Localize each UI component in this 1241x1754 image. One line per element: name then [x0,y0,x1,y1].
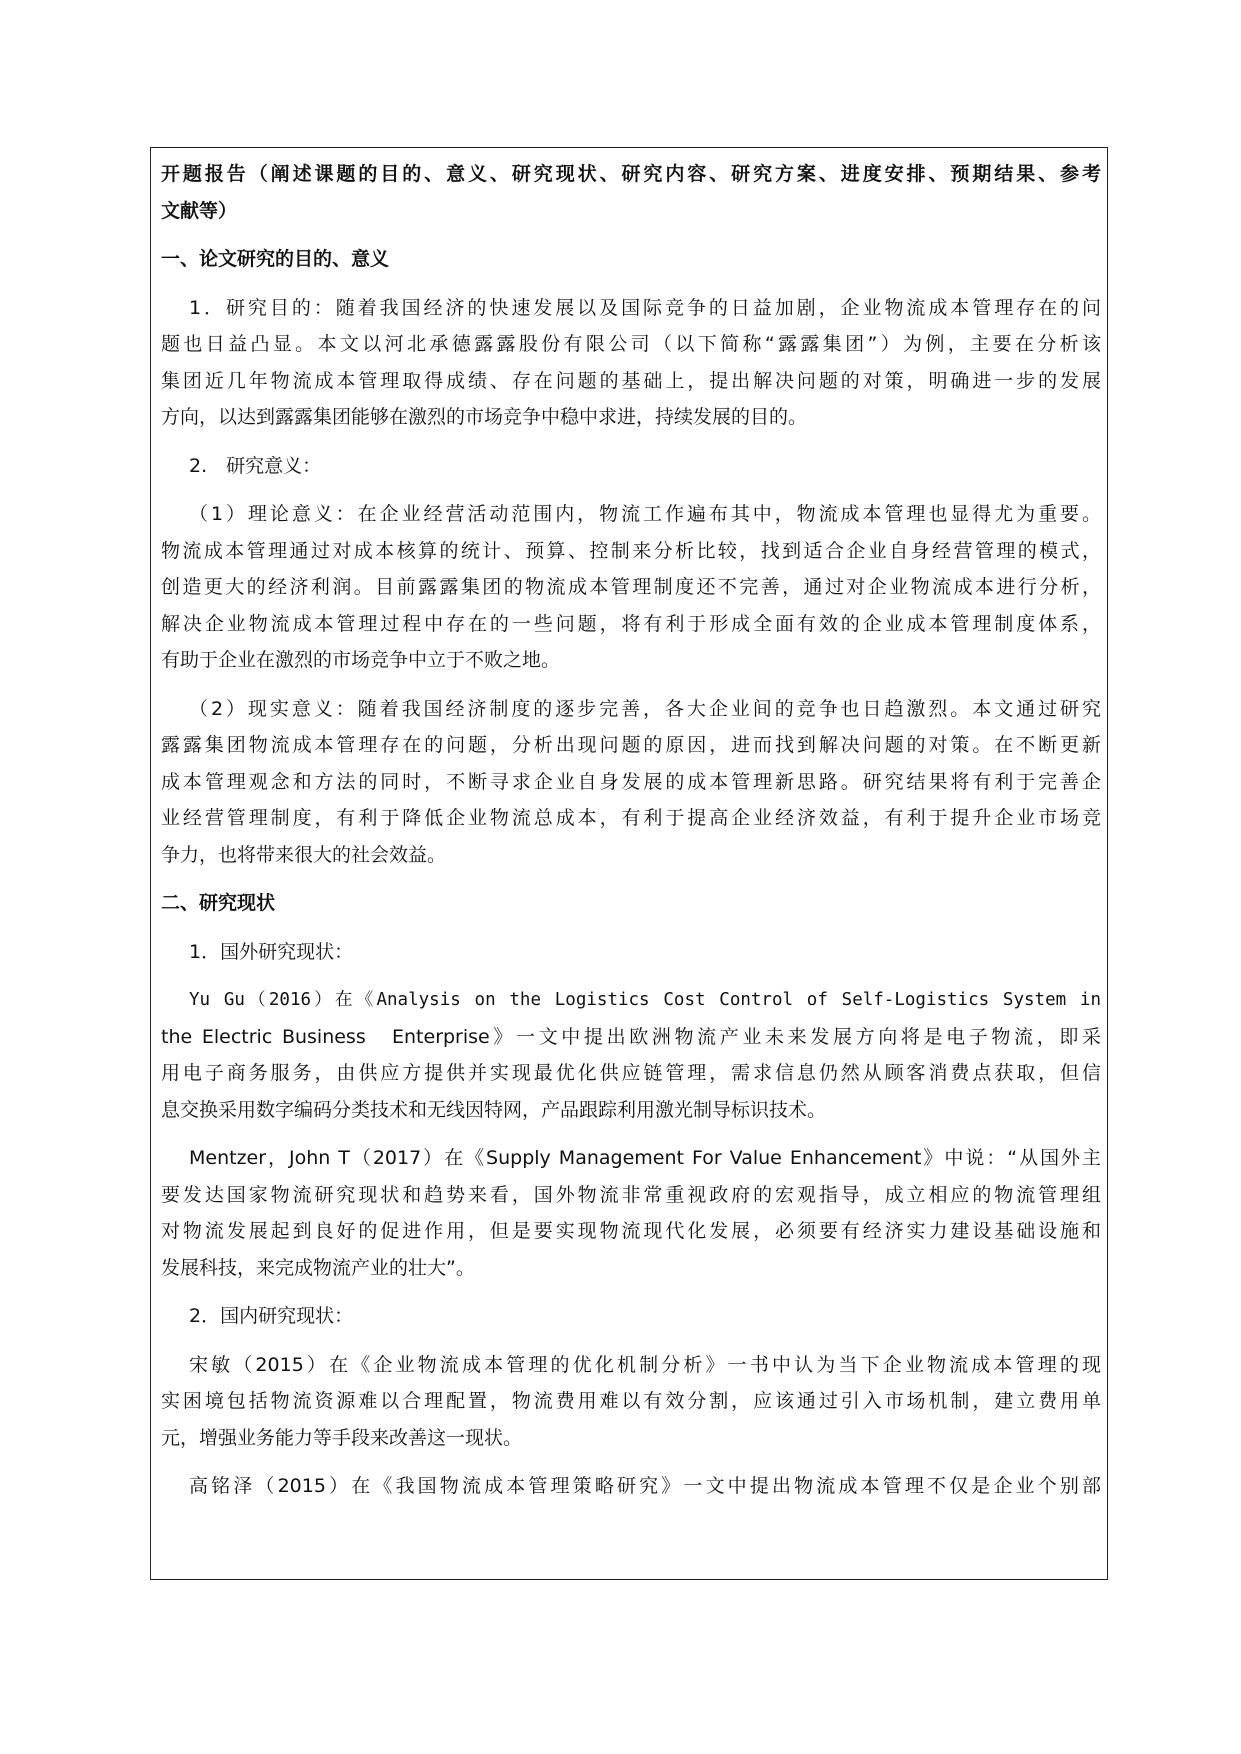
paragraph-line: 露露集团物流成本管理存在的问题，分析出现问题的原因，进而找到解决问题的对策。在不断更新 [161,734,1101,756]
paragraph-line: 用电子商务服务，由供应方提供并实现最优化供应链管理，需求信息仍然从顾客消费点获取，但信 [161,1062,1101,1084]
paragraph-line: Yu Gu（2016）在《Analysis on the Logistics Cost Control of Self-Logistics System in [189,990,1101,1010]
songmin-paragraph [161,1347,1101,1457]
domestic-research-label: 2．国内研究现状： [189,1305,354,1327]
practice-paragraph [161,691,1101,874]
theory-paragraph [161,496,1101,679]
paragraph-line: 要发达国家物流研究现状和趋势来看，国外物流非常重视政府的宏观指导，成立相应的物流管理组 [161,1183,1101,1206]
paragraph-line: 对物流发展起到良好的促进作用，但是要实现物流现代化发展，必须要有经济实力建设基础设施和 [161,1220,1101,1242]
report-content [161,156,1101,1505]
paragraph-line: Mentzer，John T（2017）在《Supply Management For Value Enhancement》中说：“从国外主 [189,1147,1101,1169]
paragraph-line: 解决企业物流成本管理过程中存在的一些问题，将有利于形成全面有效的企业成本管理制度体系， [161,612,1101,635]
report-frame [150,147,1108,1580]
paragraph-line: 题也日益凸显。本文以河北承德露露股份有限公司（以下简称“露露集团”）为例，主要在分析该 [161,333,1101,355]
report-heading-line-2: 文献等） [161,199,238,222]
significance-label: 2. 研究意义： [189,454,322,477]
paragraph-line: 发展科技，来完成物流产业的壮大”。 [161,1256,475,1279]
paragraph-line: 成本管理观念和方法的同时，不断寻求企业自身发展的成本管理新思路。研究结果将有利于完善企 [161,770,1101,793]
report-heading-line-1: 开题报告（阐述课题的目的、意义、研究现状、研究内容、研究方案、进度安排、预期结果、参考 [161,163,1101,185]
paragraph-line: 业经营管理制度，有利于降低企业物流总成本，有利于提高企业经济效益，有利于提升企业市场竞 [161,807,1101,829]
paragraph-line: （2）现实意义：随着我国经济制度的逐步完善，各大企业间的竞争也日趋激烈。本文通过研究 [189,697,1101,720]
purpose-paragraph [161,290,1101,436]
paragraph-line: 方向，以达到露露集团能够在激烈的市场竞争中稳中求进，持续发展的目的。 [161,406,808,428]
section-1-title: 一、论文研究的目的、意义 [161,248,390,270]
paragraph-line: 高铭泽（2015）在《我国物流成本管理策略研究》一文中提出物流成本管理不仅是企业个别部 [189,1475,1101,1497]
paragraph-line: 实困境包括物流资源难以合理配置，物流费用难以有效分割，应该通过引入市场机制，建立费用单 [161,1390,1101,1412]
paragraph-line: 1．研究目的：随着我国经济的快速发展以及国际竞争的日益加剧，企业物流成本管理存在的问 [189,296,1101,319]
foreign-research-label: 1．国外研究现状： [189,940,354,963]
paragraph-line: 宋敏（2015）在《企业物流成本管理的优化机制分析》一书中认为当下企业物流成本管理的现 [189,1353,1101,1376]
yugu-paragraph [161,982,1101,1128]
mentzer-paragraph [161,1140,1101,1286]
paragraph-line: 有助于企业在激烈的市场竞争中立于不败之地。 [161,649,561,671]
paragraph-line: （1）理论意义：在企业经营活动范围内，物流工作遍布其中，物流成本管理也显得尤为重要。 [189,503,1101,525]
section-2-title: 二、研究现状 [161,892,276,914]
paragraph-line: 元，增强业务能力等手段来改善这一现状。 [161,1426,523,1449]
paragraph-line: 息交换采用数字编码分类技术和无线因特网，产品跟踪利用激光制导标识技术。 [161,1098,827,1121]
gao-paragraph [161,1468,1101,1505]
paragraph-line: 争力，也将带来很大的社会效益。 [161,843,447,866]
paragraph-line: 创造更大的经济利润。目前露露集团的物流成本管理制度还不完善，通过对企业物流成本进行分析， [161,576,1101,598]
paragraph-line: the Electric Business Enterprise》一文中提出欧洲物流产业未来发展方向将是电子物流，即采 [161,1025,1101,1048]
paragraph-line: 物流成本管理通过对成本核算的统计、预算、控制来分析比较，找到适合企业自身经营管理的模式， [161,539,1101,562]
paragraph-line: 集团近几年物流成本管理取得成绩、存在问题的基础上，提出解决问题的对策，明确进一步的发展 [161,369,1101,392]
